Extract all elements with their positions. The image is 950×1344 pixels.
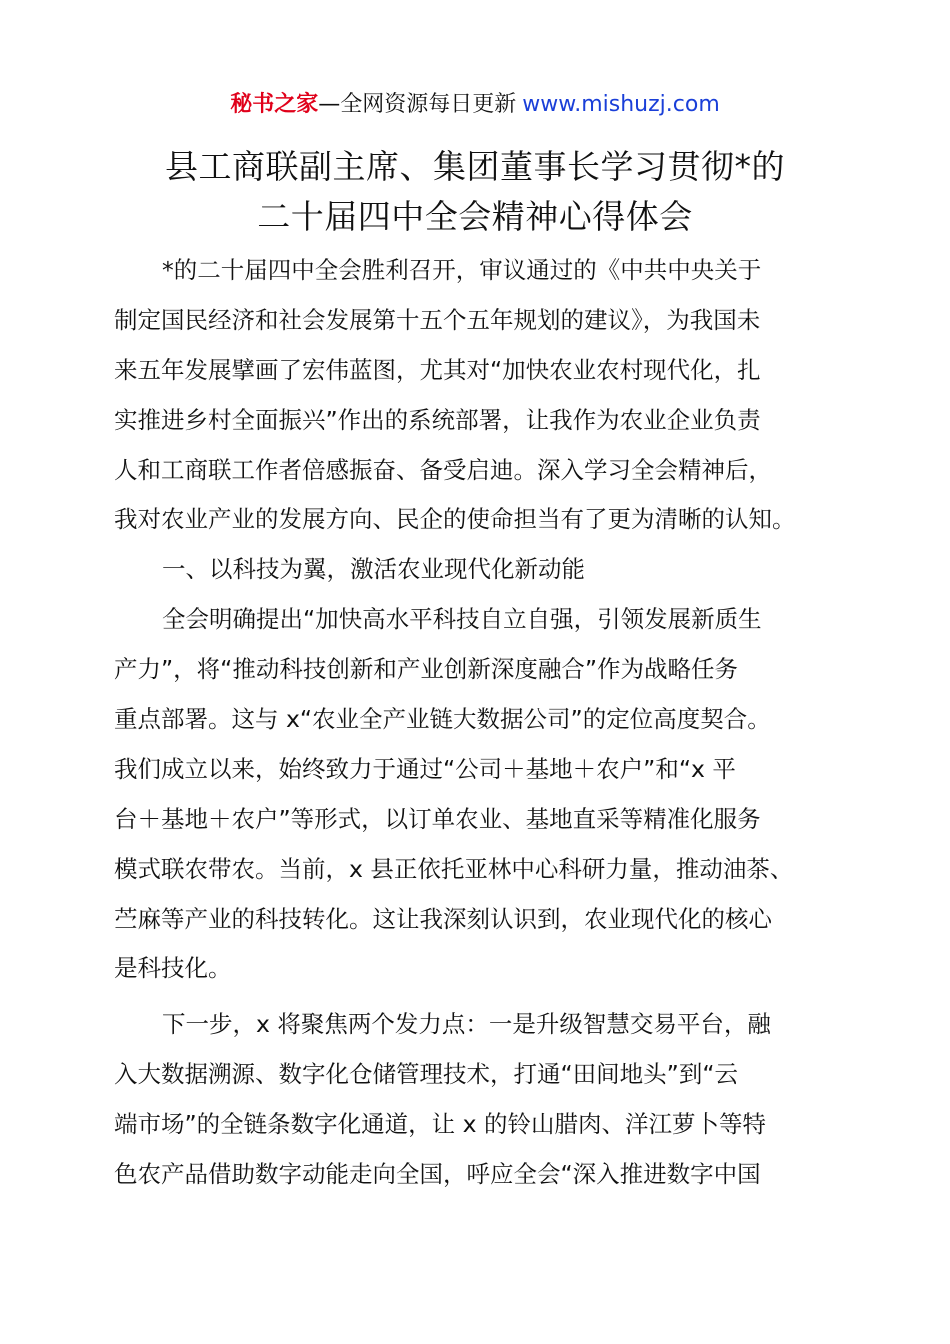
site-header bbox=[0, 88, 950, 122]
paragraph-line: 我们成立以来，始终致力于通过“公司＋基地＋农户”和“x 平 bbox=[114, 754, 736, 783]
paragraph-line: 产力”，将“推动科技创新和产业创新深度融合”作为战略任务 bbox=[114, 655, 739, 684]
paragraph-line: 制定国民经济和社会发展第十五个五年规划的建议》，为我国未 bbox=[114, 305, 761, 334]
paragraph-line: 色农产品借助数字动能走向全国，呼应全会“深入推进数字中国 bbox=[114, 1160, 761, 1189]
site-url-link[interactable]: www.mishuzj.com bbox=[522, 92, 720, 117]
paragraph-line: 来五年发展擘画了宏伟蓝图，尤其对“加快农业农村现代化，扎 bbox=[114, 355, 761, 384]
paragraph-line: 是科技化。 bbox=[114, 954, 232, 983]
paragraph-line: 模式联农带农。当前，x 县正依托亚林中心科研力量，推动油茶、 bbox=[114, 854, 794, 883]
document-title-line-2: 二十届四中全会精神心得体会 bbox=[257, 197, 693, 236]
paragraph-line: 入大数据溯源、数字化仓储管理技术，打通“田间地头”到“云 bbox=[114, 1060, 739, 1089]
paragraph-line: 实推进乡村全面振兴”作出的系统部署，让我作为农业企业负责 bbox=[114, 405, 761, 434]
paragraph-line: 下一步，x 将聚焦两个发力点：一是升级智慧交易平台，融 bbox=[162, 1010, 771, 1039]
paragraph-line: 台＋基地＋农户”等形式，以订单农业、基地直采等精准化服务 bbox=[114, 804, 761, 833]
document-body bbox=[114, 246, 842, 1200]
paragraph-line: 人和工商联工作者倍感振奋、备受启迪。深入学习全会精神后， bbox=[114, 455, 772, 484]
brand-name: 秘书之家 bbox=[230, 92, 319, 117]
document-title-line-1: 县工商联副主席、集团董事长学习贯彻*的 bbox=[165, 147, 785, 186]
paragraph-line: 重点部署。这与 x“农业全产业链大数据公司”的定位高度契合。 bbox=[114, 705, 771, 734]
paragraph-line: 端市场”的全链条数字化通道，让 x 的铃山腊肉、洋江萝卜等特 bbox=[114, 1110, 767, 1139]
section-heading: 一、以科技为翼，激活农业现代化新动能 bbox=[162, 555, 585, 584]
paragraph-line: 全会明确提出“加快高水平科技自立自强，引领发展新质生 bbox=[162, 605, 762, 634]
paragraph-line: *的二十届四中全会胜利召开，审议通过的《中共中央关于 bbox=[162, 256, 762, 284]
site-slogan: —全网资源每日更新 bbox=[318, 92, 517, 117]
paragraph-line: 我对农业产业的发展方向、民企的使命担当有了更为清晰的认知。 bbox=[114, 505, 796, 534]
paragraph-line: 苎麻等产业的科技转化。这让我深刻认识到，农业现代化的核心 bbox=[114, 904, 772, 933]
